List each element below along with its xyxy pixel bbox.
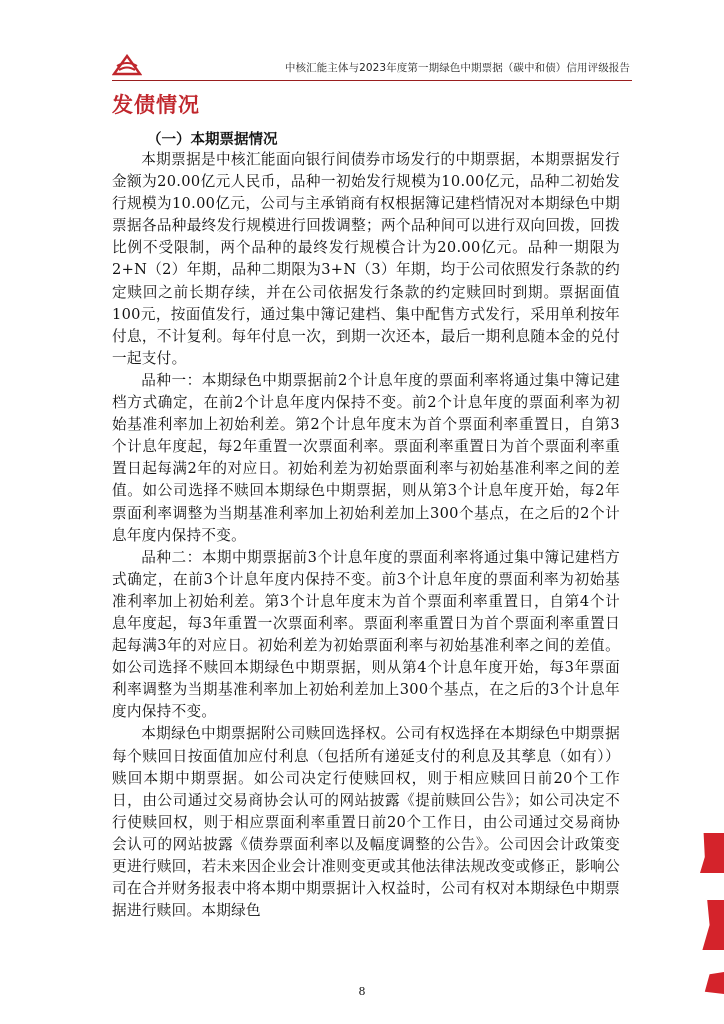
- page-header: 中核汇能主体与2023年度第一期绿色中期票据（碳中和债）信用评级报告: [284, 62, 630, 74]
- paragraph-overview: 本期票据是中核汇能面向银行间债券市场发行的中期票据，本期票据发行金额为20.00亿元人民币，品种一初始发行规模为10.00亿元，品种二初始发行规模为10.00亿元，公司与主承销商有权根据簿记建档情况对本期绿色中期票据各品种最终发行规模进行回拨调整；两个品种间可以进行双向回拨，回拨比例不受限制，两个品种的最终发行规模合计为20.00亿元。品种一期限为2+N（2）年期，品种二期限为3+N（3）年期，均于公司依照发行条款的约定赎回之前长期存续，并在公司依据发行条款的约定赎回时到期。票据面值100元，按面值发行，通过集中簿记建档、集中配售方式发行，采用单利按年付息，不计复利。每年付息一次，到期一次还本，最后一期利息随本金的兑付一起支付。: [112, 151, 620, 367]
- paragraph-redemption: 本期绿色中期票据附公司赎回选择权。公司有权选择在本期绿色中期票据每个赎回日按面值加应付利息（包括所有递延支付的利息及其孳息（如有））赎回本期中期票据。如公司决定行使赎回权，则于相应赎回日前20个工作日，由公司通过交易商协会认可的网站披露《提前赎回公告》；如公司决定不行使赎回权，则于相应票面利率重置日前20个工作日，由公司通过交易商协会认可的网站披露《债券票面利率以及幅度调整的公告》。公司因会计政策变更进行赎回，若未来因企业会计准则变更或其他法律法规改变或修正，影响公司在合并财务报表中将本期中期票据计入权益时，公司有权对本期绿色中期票据进行赎回。本期绿色: [112, 725, 620, 920]
- seal-stamp-fragment-icon: [700, 900, 724, 950]
- subsection-title: （一）本期票据情况: [147, 132, 278, 148]
- section-title: 发债情况: [112, 93, 200, 117]
- page-number: 8: [358, 985, 366, 998]
- paragraph-variety-two: 品种二：本期中期票据前3个计息年度的票面利率将通过集中簿记建档方式确定，在前3个计息年度内保持不变。前3个计息年度的票面利率为初始基准利率加上初始利差。第3个计息年度末为首个票面利率重置日，自第4个计息年度起，每3年重置一次票面利率。票面利率重置日为首个票面利率重置日起每满3年的对应日。初始利差为初始票面利率与初始基准利率之间的差值。如公司选择不赎回本期绿色中期票据，则从第4个计息年度开始，每3年票面利率调整为当期基准利率加上初始利差加上300个基点，在之后的3个计息年度内保持不变。: [112, 548, 620, 721]
- header-divider: [112, 80, 632, 81]
- seal-stamp-fragment-icon: [700, 833, 724, 873]
- company-logo-icon: [112, 54, 142, 76]
- paragraph-variety-one: 品种一：本期绿色中期票据前2个计息年度的票面利率将通过集中簿记建档方式确定，在前2个计息年度内保持不变。前2个计息年度的票面利率为初始基准利率加上初始利差。第2个计息年度末为首个票面利率重置日，自第3个计息年度起，每2年重置一次票面利率。票面利率重置日为首个票面利率重置日起每满2年的对应日。初始利差为初始票面利率与初始基准利率之间的差值。如公司选择不赎回本期绿色中期票据，则从第3个计息年度开始，每2年票面利率调整为当期基准利率加上初始利差加上300个基点，在之后的2个计息年度内保持不变。: [112, 371, 620, 544]
- document-body: [112, 149, 620, 922]
